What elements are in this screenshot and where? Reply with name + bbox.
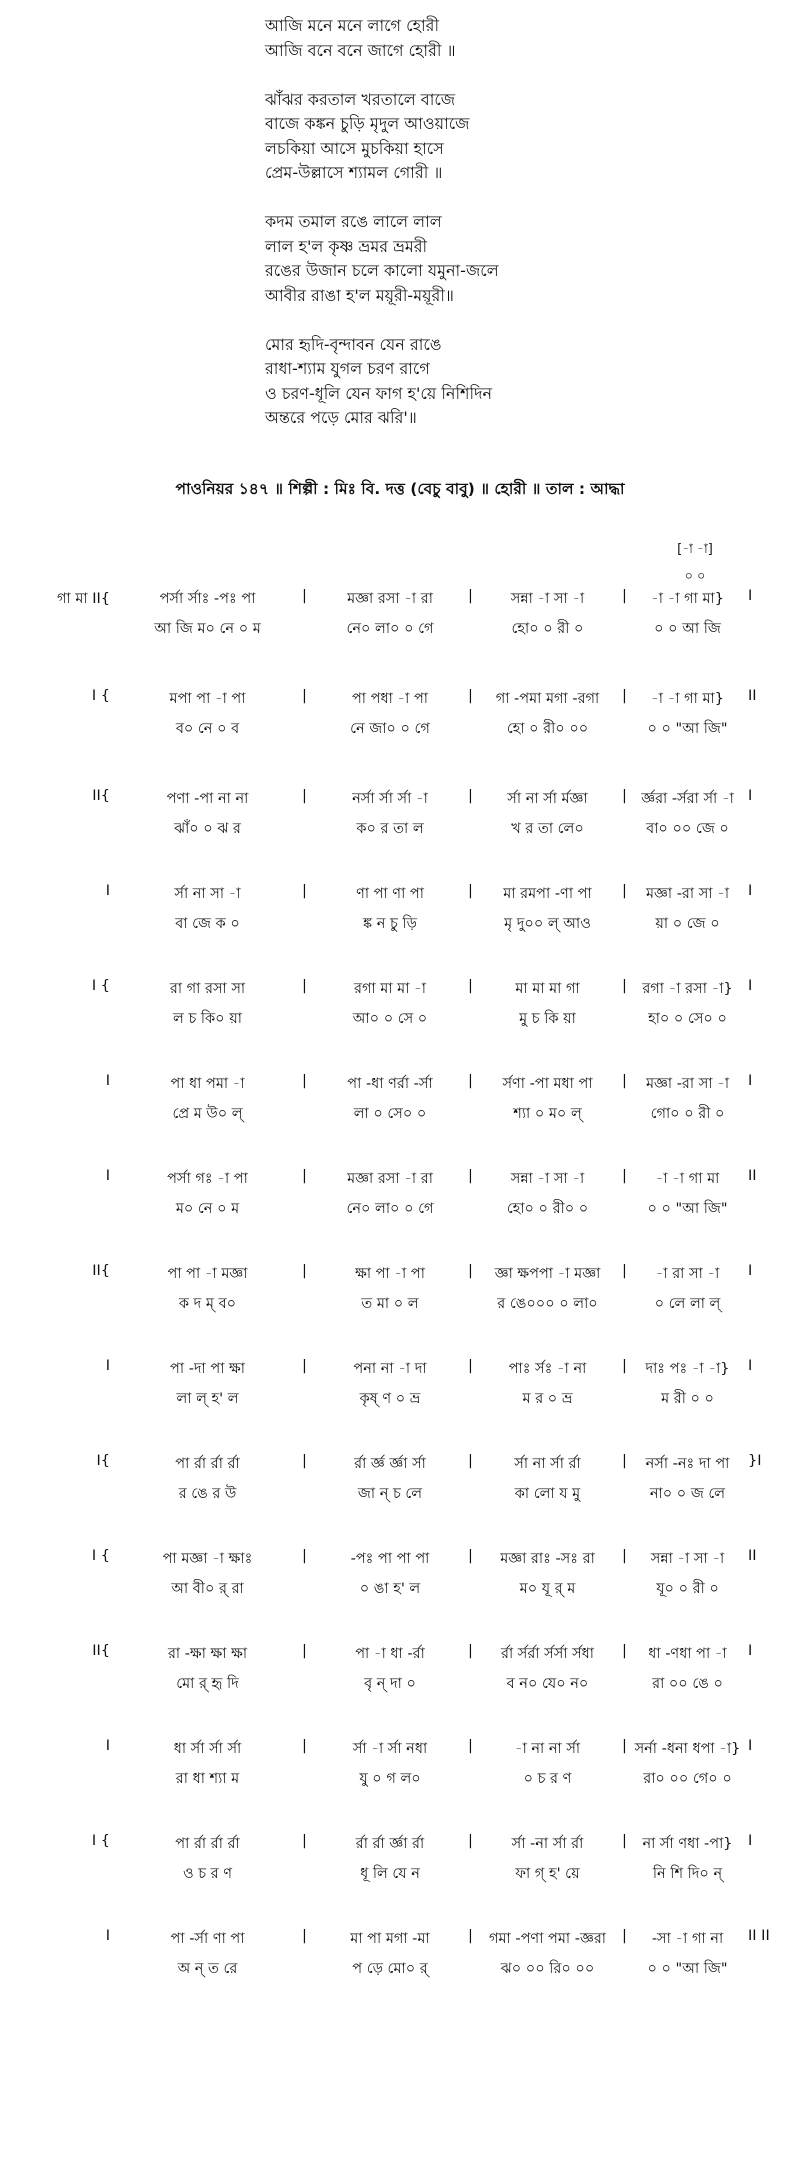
bar-line: | bbox=[622, 978, 627, 994]
lyric-measure: লা ল্ হ' ল bbox=[176, 1391, 239, 1407]
bar-line: | bbox=[622, 1073, 627, 1089]
lyric-measure: শ্যা ০ ম০ ল্ bbox=[513, 1106, 582, 1122]
notation-block bbox=[0, 1263, 800, 1333]
swara-measure: মা রমপা -ণা পা bbox=[503, 886, 592, 902]
bar-line: | bbox=[622, 1168, 627, 1184]
lyric-measure: রা ধা শ্যা ম bbox=[175, 1771, 240, 1787]
bar-line: | bbox=[622, 1643, 627, 1659]
swara-start-mark: I { bbox=[91, 688, 110, 704]
lyric-measure: নে০ লা০ ০ গে bbox=[346, 621, 434, 637]
bar-line: | bbox=[468, 1358, 473, 1374]
bar-line: | bbox=[622, 1833, 627, 1849]
bar-line: | bbox=[302, 1453, 307, 1469]
lyric-measure: ম র ০ ভ্র bbox=[522, 1391, 573, 1407]
poem-line: লচকিয়া আসে মুচকিয়া হাসে bbox=[265, 138, 444, 158]
lyric-measure: ম০ যূ র্ ম bbox=[519, 1581, 576, 1597]
bar-line: | bbox=[302, 1263, 307, 1279]
swara-measure: পা র্রা র্রা র্রা bbox=[175, 1836, 240, 1852]
pickup-beat bbox=[665, 536, 725, 590]
lyric-measure: র ঙে০০০ ০ লা০ bbox=[497, 1296, 598, 1312]
swara-measure: মা মা মা গা bbox=[515, 981, 580, 997]
swara-start-mark: I { bbox=[91, 1548, 110, 1564]
lyric-row bbox=[0, 1198, 800, 1222]
poem-line: অন্তরে পড়ে মোর ঝরি'॥ bbox=[265, 408, 417, 427]
bar-line: | bbox=[302, 978, 307, 994]
lyric-measure: আ বী০ র্ রা bbox=[171, 1581, 244, 1597]
bar-line: | bbox=[622, 1358, 627, 1374]
lyric-measure: মু চ কি য়া bbox=[519, 1011, 576, 1027]
swara-measure: র্সা না র্সা র্রা bbox=[514, 1456, 581, 1472]
poem-line: মোর হৃদি-বৃন্দাবন যেন রাঙে bbox=[265, 334, 442, 354]
swara-end-mark: II II bbox=[748, 1928, 770, 1944]
lyric-measure: ত মা ০ ল bbox=[361, 1296, 419, 1312]
swara-measure: -া রা সা -া bbox=[655, 1266, 720, 1282]
bar-line: | bbox=[302, 883, 307, 899]
bar-line: | bbox=[622, 688, 627, 704]
swara-measure: পাঃ র্সঃ -া না bbox=[508, 1361, 587, 1377]
bar-line: | bbox=[302, 1833, 307, 1849]
notation-block bbox=[0, 788, 800, 858]
swara-row bbox=[0, 1833, 800, 1857]
lyric-measure: হো ০ রী০ ০০ bbox=[506, 721, 589, 737]
lyric-row bbox=[0, 1673, 800, 1697]
swara-measure: র্জ্ঞরা -র্সরা র্সা -া bbox=[641, 791, 734, 807]
lyric-measure: নে জা০ ০ গে bbox=[350, 721, 430, 737]
pickup-swara: [-া -া] bbox=[677, 542, 713, 557]
lyric-measure: মৃ দু০০ ল্ আও bbox=[504, 916, 591, 932]
lyric-row bbox=[0, 913, 800, 937]
poem-line: আবীর রাঙা হ'ল ময়ূরী-ময়ূরী॥ bbox=[265, 285, 454, 305]
bar-line: | bbox=[302, 688, 307, 704]
bar-line: | bbox=[302, 1928, 307, 1944]
bar-line: | bbox=[468, 1738, 473, 1754]
swara-measure: রগা মা মা -া bbox=[354, 981, 426, 997]
lyric-row bbox=[0, 1008, 800, 1032]
lyric-measure: ঝ০ ০০ রি০ ০০ bbox=[500, 1961, 595, 1977]
bar-line: | bbox=[468, 1643, 473, 1659]
swara-end-mark: }I bbox=[748, 1453, 762, 1469]
swara-measure: গমা -পণা পমা -জ্ঞরা bbox=[488, 1931, 607, 1947]
swara-measure: পা পধা -া পা bbox=[351, 691, 429, 707]
lyric-row bbox=[0, 818, 800, 842]
lyric-measure: আ জি ম০ নে ০ ম bbox=[154, 621, 261, 637]
swara-measure: র্রা র্রা র্জ্ঞা র্রা bbox=[355, 1836, 425, 1852]
swara-measure: র্রা র্জ্ঞ র্জ্ঞা র্সা bbox=[354, 1456, 426, 1472]
swara-measure: র্সা -না র্সা র্রা bbox=[511, 1836, 584, 1852]
swara-start-mark: I bbox=[105, 1928, 110, 1944]
swara-row bbox=[0, 688, 800, 712]
swara-measure: ধা র্সা র্সা র্সা bbox=[173, 1741, 242, 1757]
swara-measure: -া -া গা মা bbox=[655, 1171, 720, 1187]
swara-row bbox=[0, 1263, 800, 1287]
swara-measure: মজ্ঞা রসা -া রা bbox=[347, 591, 433, 607]
swara-measure: রা গা রসা সা bbox=[169, 981, 246, 997]
swara-measure: জ্ঞা ক্ষপপা -া মজ্ঞা bbox=[494, 1266, 601, 1282]
swara-measure: নর্সা -নঃ দা পা bbox=[645, 1456, 730, 1472]
swara-measure: গা -পমা মগা -রগা bbox=[495, 691, 600, 707]
swara-end-mark: II bbox=[748, 1548, 757, 1564]
bar-line: | bbox=[468, 978, 473, 994]
swara-measure: পনা না -া দা bbox=[353, 1361, 427, 1377]
lyric-measure: কা লো য মু bbox=[514, 1486, 581, 1502]
notation-block bbox=[0, 1833, 800, 1903]
swara-end-mark: I bbox=[748, 1643, 753, 1659]
notation-block bbox=[0, 883, 800, 953]
swara-start-mark: I bbox=[105, 1358, 110, 1374]
swara-measure: পা ধা পমা -া bbox=[170, 1076, 245, 1092]
bar-line: | bbox=[622, 588, 627, 604]
lyric-measure: জা ন্ চ লে bbox=[357, 1486, 423, 1502]
lyric-measure: ক০ র তা ল bbox=[356, 821, 424, 837]
swara-measure: নর্সা র্সা র্সা -া bbox=[352, 791, 428, 807]
bar-line: | bbox=[302, 1358, 307, 1374]
lyric-measure: অ ন্ ত রে bbox=[177, 1961, 238, 1977]
bar-line: | bbox=[468, 1928, 473, 1944]
lyric-measure: ০ ০ আ জি bbox=[654, 621, 721, 637]
lyric-row bbox=[0, 1768, 800, 1792]
bar-line: | bbox=[622, 788, 627, 804]
swara-measure: মজ্ঞা রাঃ -সঃ রা bbox=[500, 1551, 595, 1567]
swara-end-mark: I bbox=[748, 1073, 753, 1089]
lyric-row bbox=[0, 718, 800, 742]
bar-line: | bbox=[622, 1263, 627, 1279]
swara-measure: সন্না -া সা -া bbox=[510, 1171, 585, 1187]
bar-line: | bbox=[468, 588, 473, 604]
swara-start-mark: I bbox=[105, 883, 110, 899]
poem-stanza bbox=[265, 14, 685, 63]
swara-row bbox=[0, 1168, 800, 1192]
bar-line: | bbox=[468, 1073, 473, 1089]
swara-measure: পা -র্সা ণা পা bbox=[170, 1931, 245, 1947]
lyric-measure: বা০ ০০ জে ০ bbox=[646, 821, 729, 837]
bar-line: | bbox=[622, 1453, 627, 1469]
lyric-measure: হা০ ০ সে০ ০ bbox=[648, 1011, 727, 1027]
bar-line: | bbox=[622, 1928, 627, 1944]
swara-measure: দাঃ পঃ -া -া} bbox=[645, 1361, 730, 1377]
swara-measure: র্রা র্সর্রা র্সর্সা র্সধা bbox=[500, 1646, 595, 1662]
swara-start-mark: II{ bbox=[92, 788, 110, 804]
lyric-measure: না০ ০ জ লে bbox=[649, 1486, 726, 1502]
bar-line: | bbox=[468, 1263, 473, 1279]
lyric-measure: ০ ০ "আ জি" bbox=[647, 721, 728, 737]
swara-measure: রা -ক্ষা ক্ষা ক্ষা bbox=[167, 1646, 248, 1662]
swara-measure: র্সণা -পা মধা পা bbox=[502, 1076, 593, 1092]
lyric-measure: রা ০০ ঙে ০ bbox=[652, 1676, 723, 1692]
poem-stanza bbox=[265, 333, 685, 431]
swara-end-mark: I bbox=[748, 1738, 753, 1754]
swara-measure: ধা -ণধা পা -া bbox=[648, 1646, 727, 1662]
swara-measure: র্সা না সা -া bbox=[174, 886, 241, 902]
poem-line: বাজে কঙ্কন চুড়ি মৃদুল আওয়াজে bbox=[265, 114, 470, 133]
lyric-row bbox=[0, 1388, 800, 1412]
swara-measure: পা -দা পা ক্ষা bbox=[170, 1361, 245, 1377]
pickup-lyric: ০ ০ bbox=[684, 569, 706, 584]
notation-block bbox=[0, 1643, 800, 1713]
swara-end-mark: II bbox=[748, 1168, 757, 1184]
swara-measure: মজ্ঞা -রা সা -া bbox=[645, 886, 730, 902]
notation-block bbox=[0, 588, 800, 658]
lyric-measure: হো০ ০ রী ০ bbox=[511, 621, 584, 637]
poem-line: আজি মনে মনে লাগে হোরী bbox=[265, 16, 440, 35]
bar-line: | bbox=[468, 1548, 473, 1564]
swara-measure: মজ্ঞা -রা সা -া bbox=[645, 1076, 730, 1092]
bar-line: | bbox=[468, 1833, 473, 1849]
swara-measure: না র্সা ণধা -পা} bbox=[642, 1836, 733, 1852]
notation-block bbox=[0, 1453, 800, 1523]
swara-measure: পা -ধা ণর্রা -র্সা bbox=[347, 1076, 433, 1092]
swara-measure: পর্সা গঃ -া পা bbox=[167, 1171, 248, 1187]
lyric-measure: বা জে ক ০ bbox=[175, 916, 240, 932]
swara-measure: পা মজ্ঞা -া ক্ষাঃ bbox=[162, 1551, 253, 1567]
swara-row bbox=[0, 978, 800, 1002]
poem-line: লাল হ'ল কৃষ্ণ ভ্রমর ভ্রমরী bbox=[265, 236, 428, 256]
swara-measure: -া -া গা মা} bbox=[651, 591, 724, 607]
bar-line: | bbox=[302, 1168, 307, 1184]
lyric-measure: বৃ ন্ দা ০ bbox=[364, 1676, 416, 1692]
lyric-measure: যু ০ গ ল০ bbox=[359, 1771, 421, 1787]
lyric-measure: ধূ লি যে ন bbox=[360, 1866, 420, 1882]
swara-row bbox=[0, 883, 800, 907]
swara-measure: সন্না -া সা -া bbox=[510, 591, 585, 607]
swara-start-mark: II{ bbox=[92, 1263, 110, 1279]
swara-measure: পা র্রা র্রা র্রা bbox=[175, 1456, 240, 1472]
lyric-measure: ম রী ০ ০ bbox=[661, 1391, 714, 1407]
bar-line: | bbox=[468, 788, 473, 804]
swara-start-mark: I bbox=[105, 1168, 110, 1184]
lyric-measure: ০ লে লা ল্ bbox=[654, 1296, 721, 1312]
lyric-row bbox=[0, 1293, 800, 1317]
swara-measure: -পঃ পা পা পা bbox=[350, 1551, 430, 1567]
lyric-row bbox=[0, 1578, 800, 1602]
bar-line: | bbox=[468, 1453, 473, 1469]
poem-line: রঙের উজান চলে কালো যমুনা-জলে bbox=[265, 261, 499, 280]
swara-measure: -া না না র্সা bbox=[514, 1741, 581, 1757]
swara-measure: রগা -া রসা -া} bbox=[642, 981, 733, 997]
swara-measure: পা পা -া মজ্ঞা bbox=[167, 1266, 248, 1282]
poem-line: ঝাঁঝর করতাল খরতালে বাজে bbox=[265, 89, 456, 109]
lyric-measure: ব ন০ যে০ ন০ bbox=[506, 1676, 589, 1692]
poem-line: আজি বনে বনে জাগে হোরী ॥ bbox=[265, 40, 456, 60]
notation-block bbox=[0, 1738, 800, 1808]
lyric-measure: প্রে ম উ০ ল্ bbox=[172, 1106, 243, 1122]
swara-row bbox=[0, 1643, 800, 1667]
lyric-measure: ০ চ র ণ bbox=[523, 1771, 572, 1787]
swara-start-mark: II{ bbox=[92, 1643, 110, 1659]
swara-measure: ণা পা ণা পা bbox=[356, 886, 424, 902]
lyric-row bbox=[0, 1958, 800, 1982]
swara-measure: পর্সা র্সাঃ -পঃ পা bbox=[159, 591, 256, 607]
swara-end-mark: I bbox=[748, 788, 753, 804]
swara-row bbox=[0, 588, 800, 612]
swara-start-mark: I { bbox=[91, 978, 110, 994]
lyric-measure: ও চ র ণ bbox=[182, 1866, 233, 1882]
swara-start-mark: I { bbox=[91, 1833, 110, 1849]
swara-row bbox=[0, 788, 800, 812]
swara-row bbox=[0, 1358, 800, 1382]
lyric-measure: ম০ নে ০ ম bbox=[175, 1201, 240, 1217]
swara-end-mark: I bbox=[748, 1358, 753, 1374]
notation-block bbox=[0, 688, 800, 758]
swara-measure: সর্না -ধনা ধপা -া} bbox=[634, 1741, 741, 1757]
swara-end-mark: I bbox=[748, 978, 753, 994]
swara-start-mark: I bbox=[105, 1073, 110, 1089]
lyric-measure: যূ০ ০ রী ০ bbox=[656, 1581, 719, 1597]
swara-measure: ক্ষা পা -া পা bbox=[355, 1266, 425, 1282]
swara-measure: র্সা -া র্সা নধা bbox=[352, 1741, 428, 1757]
notation-block bbox=[0, 1073, 800, 1143]
poem-line: প্রেম-উল্লাসে শ্যামল গোরী ॥ bbox=[265, 163, 443, 182]
bar-line: | bbox=[622, 1548, 627, 1564]
lyric-measure: মো র্ হৃ দি bbox=[176, 1676, 239, 1692]
poem-stanza bbox=[265, 210, 685, 308]
swara-measure: মা পা মগা -মা bbox=[350, 1931, 430, 1947]
notation-block bbox=[0, 1928, 800, 1998]
lyric-measure: ০ ০ "আ জি" bbox=[647, 1201, 728, 1217]
poem-line: ও চরণ-ধূলি যেন ফাগ হ'য়ে নিশিদিন bbox=[265, 383, 493, 403]
bar-line: | bbox=[468, 688, 473, 704]
lyric-row bbox=[0, 618, 800, 642]
lyric-measure: আ০ ০ সে ০ bbox=[352, 1011, 428, 1027]
poem-stanza bbox=[265, 88, 685, 186]
bar-line: | bbox=[622, 883, 627, 899]
poem-line: কদম তমাল রঙে লালে লাল bbox=[265, 212, 442, 231]
swara-end-mark: I bbox=[748, 588, 753, 604]
notation-block bbox=[0, 1358, 800, 1428]
bar-line: | bbox=[468, 1168, 473, 1184]
bar-line: | bbox=[302, 1073, 307, 1089]
swara-measure: মপা পা -া পা bbox=[169, 691, 246, 707]
lyric-measure: ক দ ম্ ব০ bbox=[178, 1296, 237, 1312]
lyric-measure: গো০ ০ রী ০ bbox=[650, 1106, 725, 1122]
bar-line: | bbox=[468, 883, 473, 899]
bar-line: | bbox=[622, 1738, 627, 1754]
lyric-row bbox=[0, 1863, 800, 1887]
lyric-measure: ০ ০ "আ জি" bbox=[647, 1961, 728, 1977]
poem-line: রাধা-শ্যাম যুগল চরণ রাগে bbox=[265, 359, 430, 378]
swara-end-mark: I bbox=[748, 1263, 753, 1279]
bar-line: | bbox=[302, 588, 307, 604]
lyric-measure: প ড়ে মো০ র্ bbox=[352, 1961, 428, 1977]
lyric-measure: ঝাঁ০ ০ ঝ র bbox=[174, 821, 241, 837]
lyric-measure: নি শি দি০ ন্ bbox=[652, 1866, 723, 1882]
lyric-measure: র ঙে র উ bbox=[178, 1486, 237, 1502]
lyric-measure: ল চ কি০ য়া bbox=[173, 1011, 242, 1027]
lyric-measure: লা ০ সে০ ০ bbox=[353, 1106, 427, 1122]
swara-measure: মজ্ঞা রসা -া রা bbox=[347, 1171, 433, 1187]
swara-measure: সন্না -া সা -া bbox=[650, 1551, 725, 1567]
swara-end-mark: I bbox=[748, 883, 753, 899]
lyric-measure: নে০ লা০ ০ গে bbox=[346, 1201, 434, 1217]
swara-measure: পা -া ধা -র্রা bbox=[355, 1646, 425, 1662]
lyric-measure: ফা গ্ হ' য়ে bbox=[515, 1866, 580, 1882]
swara-row bbox=[0, 1548, 800, 1572]
song-header: পাওনিয়র ১৪৭ ॥ শিল্পী : মিঃ বি. দত্ত (বেচু বাবু) ॥ হোরী ॥ তাল : আদ্ধা bbox=[175, 480, 625, 498]
swara-start-mark: I bbox=[105, 1738, 110, 1754]
swara-measure: -সা -া গা না bbox=[651, 1931, 724, 1947]
lyric-measure: রা০ ০০ গে০ ০ bbox=[643, 1771, 732, 1787]
lyric-measure: য়া ০ জে ০ bbox=[655, 916, 720, 932]
bar-line: | bbox=[302, 1738, 307, 1754]
lyric-measure: খ র তা লে০ bbox=[511, 821, 584, 837]
swara-end-mark: I bbox=[748, 1833, 753, 1849]
lyric-measure: হো০ ০ রী০ ০ bbox=[506, 1201, 589, 1217]
swara-end-mark: II bbox=[748, 688, 757, 704]
swara-row bbox=[0, 1928, 800, 1952]
poem-lyrics bbox=[265, 14, 685, 455]
lyric-measure: ব০ নে ০ ব bbox=[175, 721, 240, 737]
swara-measure: র্সা না র্সা র্মজ্ঞা bbox=[507, 791, 588, 807]
swara-row bbox=[0, 1738, 800, 1762]
notation-block bbox=[0, 1548, 800, 1618]
lyric-row bbox=[0, 1103, 800, 1127]
bar-line: | bbox=[302, 1643, 307, 1659]
notation-block bbox=[0, 978, 800, 1048]
bar-line: | bbox=[302, 788, 307, 804]
notation-block bbox=[0, 1168, 800, 1238]
swara-start-mark: I{ bbox=[96, 1453, 110, 1469]
lyric-row bbox=[0, 1483, 800, 1507]
swara-start-mark: গা মা II{ bbox=[57, 591, 110, 607]
lyric-measure: ঙ্ক ন চু ড়ি bbox=[363, 916, 417, 932]
swara-measure: -া -া গা মা} bbox=[651, 691, 724, 707]
swara-measure: পণা -পা না না bbox=[166, 791, 249, 807]
lyric-measure: ০ ঙা হ' ল bbox=[359, 1581, 421, 1597]
swara-row bbox=[0, 1073, 800, 1097]
bar-line: | bbox=[302, 1548, 307, 1564]
swara-row bbox=[0, 1453, 800, 1477]
lyric-measure: কৃষ্ ণ ০ ভ্র bbox=[359, 1391, 421, 1407]
